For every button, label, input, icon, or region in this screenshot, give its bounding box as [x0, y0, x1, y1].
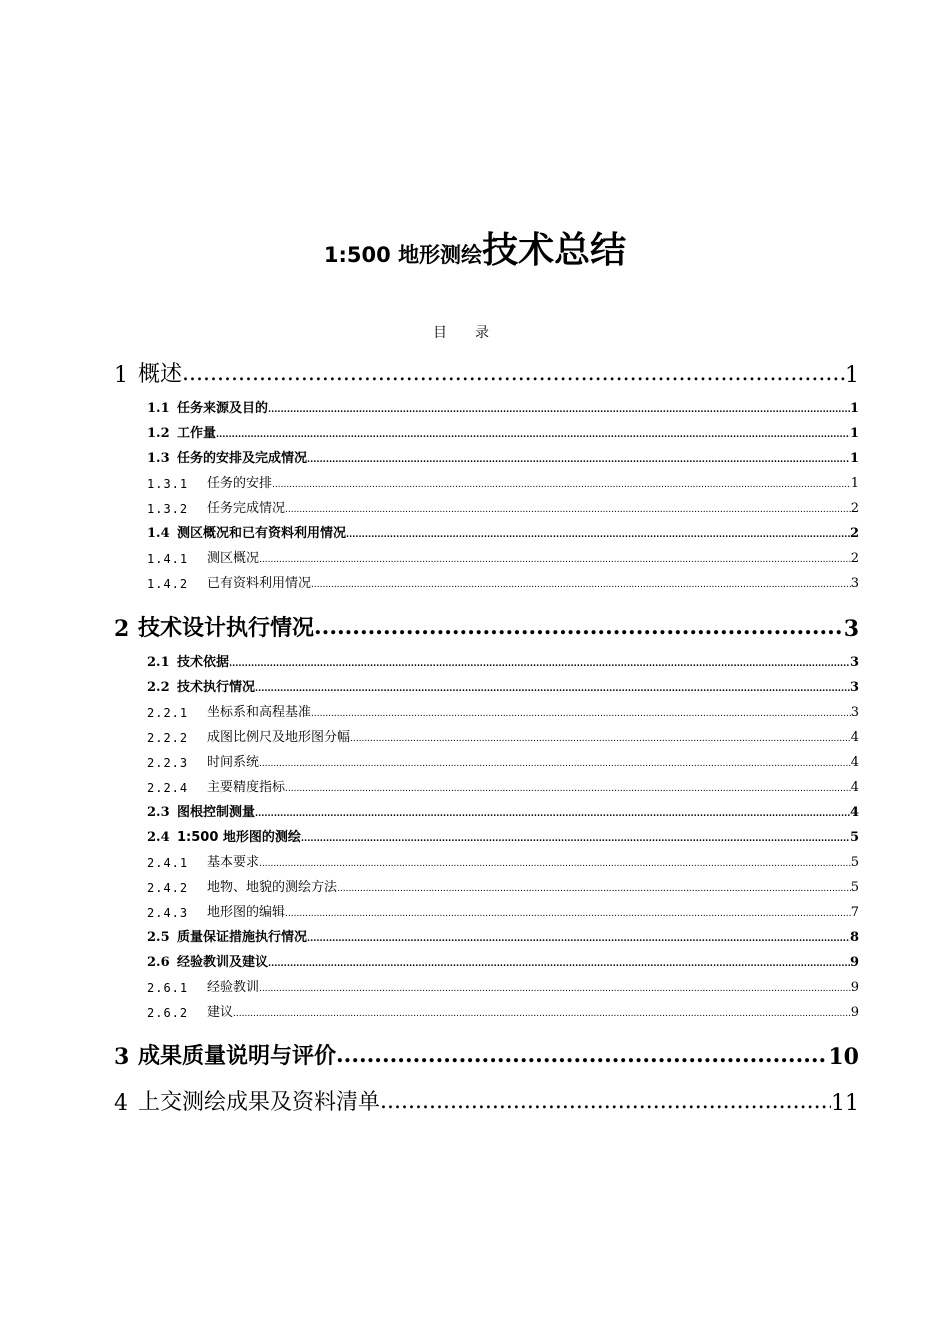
toc-leader-dots — [301, 830, 850, 845]
toc-leader-dots — [268, 401, 850, 416]
toc-entry-page: 8 — [849, 930, 859, 945]
toc-entry-number: 2 — [114, 616, 130, 642]
toc-entry-label: 概述 — [138, 362, 183, 387]
toc-entry-label: 测区概况和已有资料利用情况 — [177, 526, 347, 541]
toc-entry-number: 4 — [114, 1091, 128, 1116]
toc-entry-number: 1.3.2 — [147, 502, 189, 516]
toc-leader-dots — [255, 805, 850, 820]
toc-leader-dots — [285, 780, 851, 795]
toc-entry-label: 地形图的编辑 — [207, 905, 286, 920]
toc-entry-page: 7 — [850, 905, 859, 920]
toc-entry[interactable] — [147, 652, 859, 670]
toc-entry-page: 3 — [849, 680, 859, 695]
toc-leader-dots — [307, 930, 850, 945]
toc-entry-page: 4 — [850, 780, 859, 795]
toc-entry[interactable] — [147, 927, 859, 945]
toc-entry-label: 图根控制测量 — [177, 805, 256, 820]
toc-entry-page: 2 — [850, 501, 859, 516]
toc-leader-dots — [346, 526, 850, 541]
toc-entry-label: 任务的安排 — [207, 476, 273, 491]
toc-entry-label: 成图比例尺及地形图分幅 — [207, 730, 351, 745]
toc-leader-dots — [350, 730, 851, 745]
toc-entry-page: 5 — [850, 855, 859, 870]
toc-entry-label: 技术设计执行情况 — [138, 615, 315, 641]
toc-entry-label: 1:500 地形图的测绘 — [177, 830, 301, 845]
toc-entry-page: 4 — [849, 805, 859, 820]
toc-leader-dots — [285, 501, 851, 516]
toc-leader-dots — [182, 363, 845, 388]
toc-entry-label: 地物、地貌的测绘方法 — [207, 880, 338, 895]
toc-entry-number: 1.4 — [147, 526, 170, 541]
toc-entry-page: 1 — [849, 426, 859, 441]
toc-leader-dots — [307, 451, 850, 466]
toc-leader-dots — [259, 980, 851, 995]
toc-entry-label: 质量保证措施执行情况 — [177, 930, 308, 945]
toc-entry-number: 1.2 — [147, 426, 170, 441]
toc-leader-dots — [259, 551, 851, 566]
toc-entry-page: 3 — [843, 616, 859, 642]
toc-leader-dots — [229, 655, 850, 670]
toc-entry-number: 2.2.3 — [147, 756, 189, 770]
toc-entry[interactable] — [147, 952, 859, 970]
toc-leader-dots — [272, 476, 851, 491]
toc-entry-label: 任务的安排及完成情况 — [177, 451, 308, 466]
toc-entry-label: 主要精度指标 — [207, 780, 286, 795]
toc-entry-number: 2.2.1 — [147, 706, 189, 720]
toc-leader-dots — [336, 1044, 828, 1070]
title-prefix: 1:500 地形测绘 — [323, 243, 483, 267]
toc-entry-page: 1 — [850, 476, 859, 491]
toc-heading: 目录 — [433, 325, 517, 341]
toc-entry-page: 1 — [849, 451, 859, 466]
toc-entry-page: 11 — [831, 1091, 859, 1116]
toc-entry[interactable] — [147, 398, 859, 416]
toc-entry-number: 2.1 — [147, 655, 170, 670]
toc-entry[interactable] — [147, 523, 859, 541]
toc-entry-label: 成果质量说明与评价 — [138, 1043, 337, 1069]
toc-entry-number: 2.4 — [147, 830, 170, 845]
toc-leader-dots — [380, 1091, 831, 1116]
toc-leader-dots — [285, 905, 851, 920]
toc-entry[interactable] — [147, 777, 859, 795]
toc-entry-page: 4 — [850, 755, 859, 770]
toc-entry-label: 建议 — [207, 1005, 234, 1020]
toc-entry-label: 任务来源及目的 — [177, 401, 269, 416]
toc-leader-dots — [268, 955, 850, 970]
toc-entry[interactable] — [147, 473, 859, 491]
toc-entry-number: 1 — [114, 363, 128, 388]
toc-entry-label: 已有资料利用情况 — [207, 576, 312, 591]
toc-entry-number: 1.4.2 — [147, 577, 189, 591]
toc-leader-dots — [311, 705, 851, 720]
toc-leader-dots — [314, 616, 844, 642]
toc-entry-page: 1 — [845, 363, 859, 388]
toc-entry-page: 9 — [850, 1005, 859, 1020]
toc-entry-page: 5 — [849, 830, 859, 845]
toc-entry[interactable] — [147, 677, 859, 695]
toc-entry-label: 任务完成情况 — [207, 501, 286, 516]
toc-entry-number: 2.5 — [147, 930, 170, 945]
toc-entry-label: 经验教训 — [207, 980, 260, 995]
toc-entry[interactable] — [147, 852, 859, 870]
toc-entry-number: 2.3 — [147, 805, 170, 820]
toc-entry[interactable] — [147, 423, 859, 441]
toc-entry-number: 1.4.1 — [147, 552, 189, 566]
toc-entry-page: 2 — [850, 551, 859, 566]
toc-entry[interactable] — [114, 1040, 859, 1070]
toc-entry[interactable] — [147, 977, 859, 995]
toc-leader-dots — [259, 855, 851, 870]
toc-entry-label: 坐标系和高程基准 — [207, 705, 312, 720]
toc-entry[interactable] — [147, 877, 859, 895]
toc-entry[interactable] — [147, 448, 859, 466]
toc-entry-number: 2.6.1 — [147, 981, 189, 995]
toc-entry-label: 时间系统 — [207, 755, 260, 770]
toc-entry-number: 2.4.2 — [147, 881, 189, 895]
toc-leader-dots — [233, 1005, 851, 1020]
toc-entry[interactable] — [114, 358, 859, 388]
toc-entry-number: 2.6 — [147, 955, 170, 970]
toc-entry[interactable] — [147, 902, 859, 920]
document-title — [0, 222, 950, 273]
toc-entry-page: 5 — [850, 880, 859, 895]
toc-entry-page: 9 — [850, 980, 859, 995]
toc-entry-label: 技术执行情况 — [177, 680, 256, 695]
toc-entry-number: 1.3 — [147, 451, 170, 466]
toc-entry-page: 3 — [850, 705, 859, 720]
toc-entry[interactable] — [147, 1002, 859, 1020]
toc-entry-number: 2.2 — [147, 680, 170, 695]
toc-entry[interactable] — [147, 548, 859, 566]
toc-entry[interactable] — [147, 802, 859, 820]
toc-entry-label: 经验教训及建议 — [177, 955, 269, 970]
toc-entry-label: 技术依据 — [177, 655, 230, 670]
toc-entry[interactable] — [114, 612, 859, 642]
toc-entry-label: 工作量 — [177, 426, 217, 441]
toc-entry[interactable] — [147, 702, 859, 720]
toc-leader-dots — [337, 880, 851, 895]
toc-entry-page: 3 — [849, 655, 859, 670]
toc-entry-label: 测区概况 — [207, 551, 260, 566]
toc-entry-label: 上交测绘成果及资料清单 — [138, 1090, 381, 1115]
toc-entry-number: 2.6.2 — [147, 1006, 189, 1020]
toc-entry-number: 3 — [114, 1044, 130, 1070]
toc-entry-page: 2 — [849, 526, 859, 541]
toc-entry[interactable] — [147, 827, 859, 845]
toc-entry-label: 基本要求 — [207, 855, 260, 870]
toc-entry-number: 2.2.4 — [147, 781, 189, 795]
toc-leader-dots — [311, 576, 851, 591]
toc-entry-page: 1 — [849, 401, 859, 416]
toc-entry-page: 4 — [850, 730, 859, 745]
title-suffix: 技术总结 — [482, 230, 627, 271]
toc-entry-page: 10 — [828, 1044, 859, 1070]
toc-leader-dots — [259, 755, 851, 770]
toc-entry-number: 1.1 — [147, 401, 170, 416]
toc-entry-number: 2.2.2 — [147, 731, 189, 745]
toc-entry[interactable] — [147, 573, 859, 591]
toc-entry[interactable] — [147, 727, 859, 745]
toc-entry-number: 2.4.1 — [147, 856, 189, 870]
toc-entry[interactable] — [147, 498, 859, 516]
toc-leader-dots — [255, 680, 850, 695]
toc-entry[interactable] — [114, 1086, 859, 1116]
toc-entry[interactable] — [147, 752, 859, 770]
toc-entry-page: 9 — [849, 955, 859, 970]
toc-entry-number: 1.3.1 — [147, 477, 189, 491]
toc-entry-page: 3 — [850, 576, 859, 591]
toc-leader-dots — [216, 426, 850, 441]
toc-entry-number: 2.4.3 — [147, 906, 189, 920]
